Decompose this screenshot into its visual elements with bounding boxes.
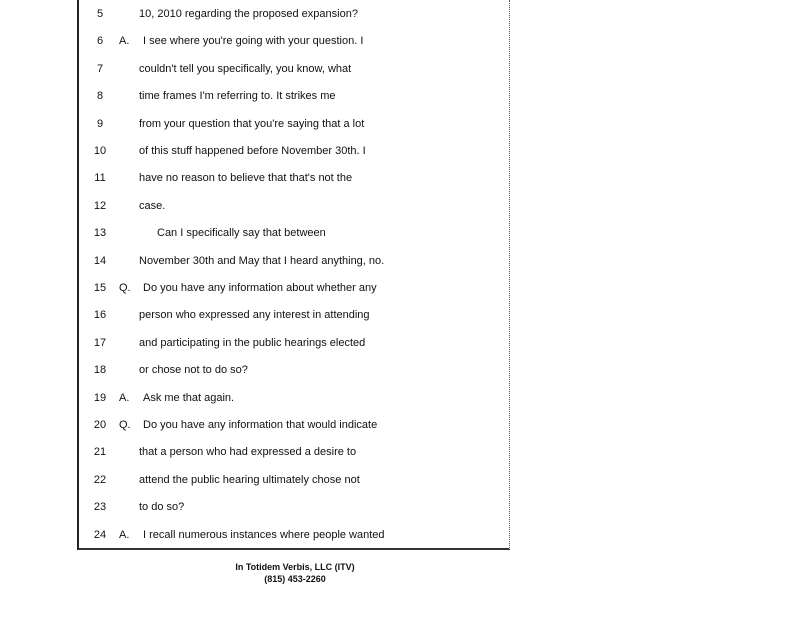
line-number: 5 xyxy=(96,8,104,20)
line-number: 12 xyxy=(93,199,107,212)
transcript-line xyxy=(79,497,509,517)
line-number: 16 xyxy=(93,309,107,322)
line-text: or chose not to do so? xyxy=(139,364,248,377)
line-text: to do so? xyxy=(139,501,185,514)
transcript-line xyxy=(79,59,509,79)
transcript-line xyxy=(79,442,509,462)
transcript-line xyxy=(79,360,509,380)
transcript-line xyxy=(79,31,509,51)
line-text: Do you have any information about whether any xyxy=(143,282,377,294)
line-text: of this stuff happened before November 30th. I xyxy=(139,145,366,157)
transcript-line xyxy=(79,388,509,408)
transcript-line xyxy=(79,278,509,298)
line-number: 22 xyxy=(93,473,107,486)
transcript-line xyxy=(79,525,509,545)
line-text: Ask me that again. xyxy=(143,391,235,404)
transcript-line xyxy=(79,415,509,435)
line-text: November 30th and May that I heard anything, no. xyxy=(139,254,385,267)
line-number: 15 xyxy=(93,282,107,294)
footer-company: In Totidem Verbis, LLC (ITV) xyxy=(235,562,355,572)
transcript-line xyxy=(79,470,509,490)
line-number: 19 xyxy=(93,391,107,404)
transcript-line xyxy=(79,333,509,353)
line-number: 17 xyxy=(93,336,107,349)
line-number: 20 xyxy=(93,419,107,431)
speaker-label: Q. xyxy=(119,282,131,294)
line-number: 6 xyxy=(96,35,104,48)
transcript-line xyxy=(79,196,509,216)
line-text: couldn't tell you specifically, you know, what xyxy=(139,62,352,75)
line-text: 10, 2010 regarding the proposed expansion? xyxy=(139,8,358,20)
line-text: I recall numerous instances where people wanted xyxy=(143,528,385,541)
transcript-line xyxy=(79,4,509,24)
speaker-label: Q. xyxy=(119,419,131,431)
line-number: 21 xyxy=(93,446,107,459)
line-text: from your question that you're saying that a lot xyxy=(139,117,365,130)
speaker-label: A. xyxy=(119,35,130,48)
transcript-line xyxy=(79,86,509,106)
line-text: I see where you're going with your question. I xyxy=(143,35,364,48)
line-number: 14 xyxy=(93,254,107,267)
line-text: case. xyxy=(139,199,166,212)
speaker-label: A. xyxy=(119,391,130,404)
transcript-line xyxy=(79,251,509,271)
line-text: attend the public hearing ultimately chose not xyxy=(139,473,360,486)
line-number: 23 xyxy=(93,501,107,514)
line-text: have no reason to believe that that's not the xyxy=(139,172,353,185)
line-number: 24 xyxy=(93,528,107,541)
line-text: that a person who had expressed a desire to xyxy=(139,446,357,459)
line-number: 11 xyxy=(94,172,106,185)
line-number: 13 xyxy=(93,227,107,240)
line-text: time frames I'm referring to. It strikes me xyxy=(139,90,336,103)
line-text: person who expressed any interest in attending xyxy=(139,309,370,322)
line-number: 9 xyxy=(96,117,104,130)
speaker-label: A. xyxy=(119,528,130,541)
transcript-line xyxy=(79,305,509,325)
transcript-line xyxy=(79,114,509,134)
line-number: 7 xyxy=(96,62,104,75)
line-text: Can I specifically say that between xyxy=(157,227,326,240)
line-number: 8 xyxy=(96,90,104,103)
line-text: and participating in the public hearings elected xyxy=(139,336,366,349)
footer-phone: (815) 453-2260 xyxy=(264,574,326,584)
transcript-line xyxy=(79,168,509,188)
transcript-page xyxy=(77,0,510,550)
line-number: 18 xyxy=(93,364,107,377)
transcript-line xyxy=(79,141,509,161)
transcript-line xyxy=(79,223,509,243)
line-text: Do you have any information that would indicate xyxy=(143,419,378,431)
line-number: 10 xyxy=(93,145,107,157)
